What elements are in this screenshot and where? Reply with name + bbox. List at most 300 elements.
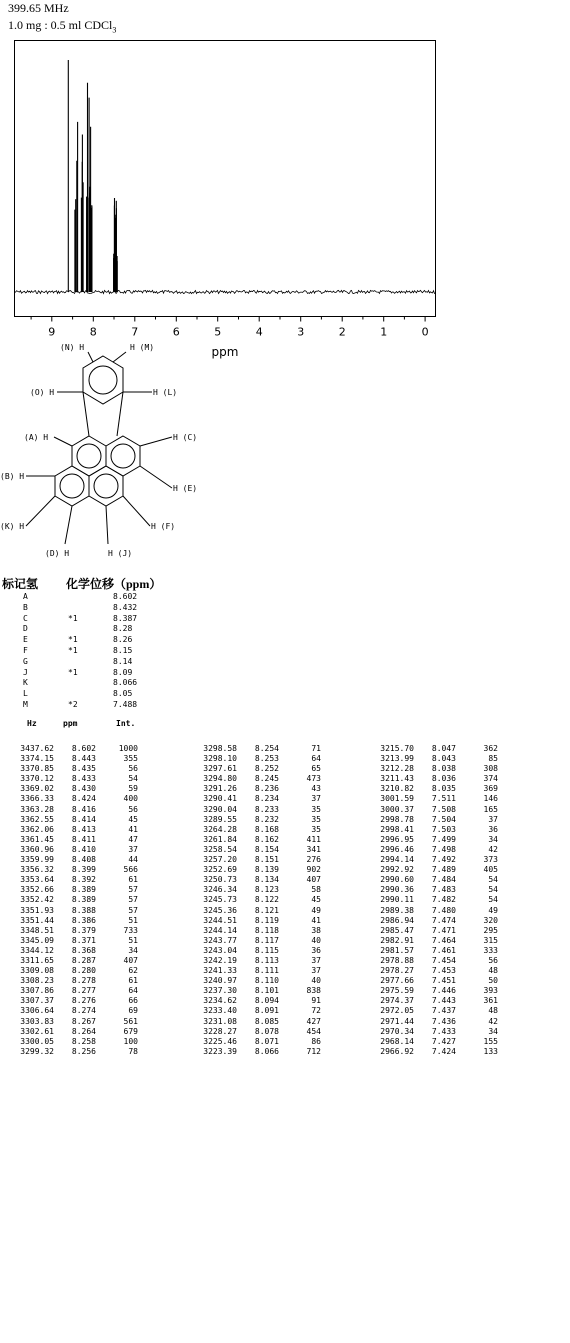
peak-hz: 3351.93 [20,905,54,915]
peak-intensity: 54 [488,875,498,885]
peak-intensity: 54 [488,895,498,905]
peak-hz: 3298.58 [203,744,237,753]
peak-hz: 3370.12 [20,774,54,784]
peak-ppm: 7.471 [431,925,456,935]
peak-hz: 3307.37 [20,996,54,1006]
peak-intensity: 405 [483,865,498,875]
peak-intensity: 72 [311,1006,321,1016]
peak-ppm: 7.461 [431,945,456,955]
peak-ppm: 8.113 [254,955,279,965]
peak-ppm: 8.232 [254,814,279,824]
peak-row [374,895,500,905]
peak-hz: 3212.28 [380,764,414,774]
peak-hz: 3245.73 [203,895,237,905]
peak-intensity: 341 [306,844,321,854]
peak-hz: 3258.54 [203,844,237,854]
peak-intensity: 51 [128,935,138,945]
peak-hz: 3264.28 [203,824,237,834]
x-tick-label: 1 [380,325,388,339]
peak-hz: 2989.38 [380,905,414,915]
peak-intensity: 54 [128,774,138,784]
peak-ppm: 8.043 [431,754,456,764]
peak-intensity: 133 [483,1046,498,1056]
assignment-shift: 8.26 [113,635,133,645]
assignment-row [14,678,153,689]
peak-intensity: 38 [311,925,321,935]
peak-hz: 3237.30 [203,986,237,996]
peak-hz: 3294.80 [203,774,237,784]
peak-hz: 2978.88 [380,955,414,965]
peak-intensity: 165 [483,804,498,814]
peak-intensity: 34 [488,1026,498,1036]
peak-ppm: 8.091 [254,1006,279,1016]
unit-hz: Hz [27,719,37,728]
peak-row [197,966,323,976]
peak-ppm: 8.118 [254,925,279,935]
peak-hz: 3291.26 [203,784,237,794]
peak-intensity: 41 [128,824,138,834]
assignment-label: K [23,678,28,688]
peak-hz: 2970.34 [380,1026,414,1036]
peak-hz: 3300.05 [20,1036,54,1046]
peak-intensity: 320 [483,915,498,925]
peak-row [14,1017,140,1027]
peak-hz: 3252.69 [203,865,237,875]
peak-intensity: 369 [483,784,498,794]
peak-intensity: 85 [488,754,498,764]
x-tick-label: 6 [172,325,180,339]
peak-ppm: 8.443 [71,754,96,764]
peak-ppm: 8.433 [71,774,96,784]
peak-ppm: 8.277 [71,986,96,996]
peak-hz: 3345.09 [20,935,54,945]
peak-intensity: 54 [488,885,498,895]
peak-intensity: 69 [128,1006,138,1016]
label-o: (O) H [30,388,55,397]
peak-ppm: 8.123 [254,885,279,895]
peak-ppm: 8.386 [71,915,96,925]
peak-intensity: 41 [311,915,321,925]
peak-row [14,946,140,956]
peak-intensity: 146 [483,794,498,804]
peak-intensity: 57 [128,895,138,905]
assignment-note: *1 [68,667,78,677]
peak-row [197,865,323,875]
peak-ppm: 7.489 [431,865,456,875]
peak-row [14,845,140,855]
peak-ppm: 7.437 [431,1006,456,1016]
peak-ppm: 8.036 [431,774,456,784]
peak-row [374,1017,500,1027]
peak-ppm: 8.416 [71,804,96,814]
peak-hz: 3344.12 [20,945,54,955]
peak-hz: 3363.28 [20,804,54,814]
peak-hz: 3213.99 [380,754,414,764]
peak-ppm: 7.464 [431,935,456,945]
peak-row [374,754,500,764]
peak-intensity: 50 [488,976,498,986]
peak-row [374,986,500,996]
peak-ppm: 8.162 [254,834,279,844]
label-b: (B) H [0,472,25,481]
peak-intensity: 37 [311,794,321,804]
peak-hz: 3298.10 [203,754,237,764]
peak-intensity: 43 [311,784,321,794]
peak-row [197,996,323,1006]
peak-hz: 2990.60 [380,875,414,885]
peak-intensity: 65 [311,764,321,774]
peak-intensity: 566 [123,865,138,875]
assignment-header-label: 标记氢 [2,577,39,591]
peak-row [197,815,323,825]
peak-hz: 3244.51 [203,915,237,925]
assignment-shift: 8.432 [113,602,138,612]
peak-row [197,906,323,916]
peak-hz: 3359.99 [20,855,54,865]
peak-intensity: 48 [488,1006,498,1016]
peak-ppm: 8.168 [254,824,279,834]
peak-intensity: 400 [123,794,138,804]
label-c: H (C) [173,433,198,442]
peak-row [14,956,140,966]
peak-intensity: 40 [311,976,321,986]
peak-ppm: 8.254 [254,744,279,753]
peak-ppm: 8.371 [71,935,96,945]
peak-hz: 3308.23 [20,976,54,986]
peak-hz: 3303.83 [20,1016,54,1026]
label-d: (D) H [45,549,70,558]
assignment-label: M [23,699,28,709]
peak-ppm: 8.233 [254,804,279,814]
peak-row [14,936,140,946]
peak-row [374,956,500,966]
peak-ppm: 8.424 [71,794,96,804]
assignment-note [68,678,113,689]
peak-ppm: 8.430 [71,784,96,794]
peak-row [197,946,323,956]
peak-ppm: 8.258 [71,1036,96,1046]
assignment-label: E [23,635,28,645]
peak-ppm: 8.253 [254,754,279,764]
peak-ppm: 8.121 [254,905,279,915]
assignment-note [68,592,113,603]
assignment-row [14,689,153,700]
x-tick-label: 7 [131,325,139,339]
peak-list-column-3 [374,744,500,1057]
peak-ppm: 8.110 [254,976,279,986]
peak-hz: 2996.95 [380,834,414,844]
peak-ppm: 8.139 [254,865,279,875]
peak-ppm: 8.035 [431,784,456,794]
peak-hz: 3352.42 [20,895,54,905]
assignment-row [14,624,153,635]
peak-hz: 3306.64 [20,1006,54,1016]
x-tick-label: 5 [214,325,222,339]
peak-intensity: 355 [123,754,138,764]
peak-hz: 3225.46 [203,1036,237,1046]
bond-h-a [54,437,72,446]
peak-ppm: 8.252 [254,764,279,774]
peak-ppm: 8.071 [254,1036,279,1046]
peak-ppm: 7.480 [431,905,456,915]
ring-lower-left-aromatic [60,474,84,498]
peak-intensity: 42 [488,844,498,854]
peak-intensity: 61 [128,875,138,885]
peak-row [14,1047,140,1057]
peak-ppm: 7.484 [431,875,456,885]
peak-ppm: 8.435 [71,764,96,774]
peak-hz: 3299.32 [20,1046,54,1056]
sample-text: 1.0 mg : 0.5 ml CDCl [8,18,113,32]
peak-row [14,986,140,996]
peak-hz: 3261.84 [203,834,237,844]
peak-row [14,794,140,804]
peak-ppm: 7.499 [431,834,456,844]
peak-intensity: 37 [128,844,138,854]
peak-hz: 2994.14 [380,855,414,865]
assignment-shift: 8.066 [113,678,138,688]
peak-hz: 2992.92 [380,865,414,875]
assignment-row [14,635,153,646]
peak-row [14,784,140,794]
peak-intensity: 473 [306,774,321,784]
peak-intensity: 91 [311,996,321,1006]
peak-row [14,855,140,865]
peak-hz: 3215.70 [380,744,414,753]
peak-hz: 3437.62 [20,744,54,753]
peak-ppm: 7.511 [431,794,456,804]
peak-ppm: 7.446 [431,986,456,996]
peak-ppm: 8.368 [71,945,96,955]
bond-5ring-left [83,392,89,436]
assignment-shift: 8.15 [113,645,133,655]
peak-intensity: 40 [311,935,321,945]
peak-row [197,784,323,794]
peak-row [197,916,323,926]
peak-row [197,926,323,936]
peak-row [374,744,500,754]
spectrometer-frequency: 399.65 MHz [8,1,69,15]
peak-ppm: 8.038 [431,764,456,774]
peak-ppm: 8.111 [254,966,279,976]
peak-intensity: 902 [306,865,321,875]
peak-hz: 3001.59 [380,794,414,804]
peak-ppm: 8.389 [71,895,96,905]
peak-hz: 2974.37 [380,996,414,1006]
assignment-label: C [23,613,28,623]
peak-row [14,885,140,895]
peak-row [374,815,500,825]
peak-intensity: 59 [128,784,138,794]
peak-row [374,926,500,936]
peak-hz: 3223.39 [203,1046,237,1056]
peak-row [14,764,140,774]
label-j: H (J) [108,549,133,558]
peak-hz: 3000.37 [380,804,414,814]
peak-hz: 2982.91 [380,935,414,945]
peak-row [374,845,500,855]
peak-intensity: 411 [306,834,321,844]
peak-ppm: 8.122 [254,895,279,905]
assignment-shift: 7.488 [113,699,138,709]
peak-row [197,855,323,865]
peak-hz: 2977.66 [380,976,414,986]
peak-intensity: 37 [488,814,498,824]
peak-hz: 3353.64 [20,875,54,885]
nmr-spectrum-chart [0,36,450,366]
peak-intensity: 333 [483,945,498,955]
peak-row [374,916,500,926]
peak-ppm: 7.454 [431,955,456,965]
peak-intensity: 44 [128,855,138,865]
peak-hz: 3233.40 [203,1006,237,1016]
peak-row [14,916,140,926]
peak-ppm: 8.047 [431,744,456,753]
peak-row [14,976,140,986]
peak-intensity: 57 [128,885,138,895]
peak-row [14,805,140,815]
assignment-note [68,689,113,700]
peak-row [374,996,500,1006]
peak-row [14,926,140,936]
peak-ppm: 8.414 [71,814,96,824]
peak-intensity: 315 [483,935,498,945]
ring-upper-left-aromatic [77,444,101,468]
peak-row [14,966,140,976]
peak-hz: 3250.73 [203,875,237,885]
peak-hz: 3243.77 [203,935,237,945]
assignment-note: *1 [68,645,78,655]
peak-row [14,825,140,835]
peak-ppm: 8.274 [71,1006,96,1016]
peak-hz: 3243.04 [203,945,237,955]
peak-intensity: 308 [483,764,498,774]
peak-ppm: 8.413 [71,824,96,834]
peak-row [197,1027,323,1037]
peak-ppm: 8.602 [71,744,96,753]
peak-ppm: 8.151 [254,855,279,865]
peak-intensity: 712 [306,1046,321,1056]
peak-row [197,845,323,855]
peak-intensity: 35 [311,824,321,834]
peak-intensity: 45 [128,814,138,824]
assignment-row [14,614,153,625]
peak-row [197,936,323,946]
peak-row [197,825,323,835]
peak-hz: 2981.57 [380,945,414,955]
peak-row [197,1037,323,1047]
peak-row [197,835,323,845]
peak-row [374,835,500,845]
peak-row [374,1006,500,1016]
assignment-label: L [23,689,28,699]
assignment-label: J [23,667,28,677]
peak-intensity: 34 [488,834,498,844]
bond-h-d [65,506,72,544]
peak-row [197,986,323,996]
assignment-shift: 8.05 [113,689,133,699]
assignment-note: *2 [68,699,78,709]
peak-hz: 3356.32 [20,865,54,875]
label-a: (A) H [24,433,49,442]
peak-hz: 3297.61 [203,764,237,774]
peak-intensity: 454 [306,1026,321,1036]
assignment-header-shift: 化学位移（ppm） [66,577,162,591]
peak-ppm: 7.492 [431,855,456,865]
assignment-shift: 8.14 [113,656,133,666]
peak-intensity: 362 [483,744,498,753]
peak-hz: 2996.46 [380,844,414,854]
peak-row [374,1037,500,1047]
bond-h-k [26,496,55,526]
peak-intensity: 86 [311,1036,321,1046]
peak-row [374,1027,500,1037]
peak-intensity: 64 [128,986,138,996]
assignment-table [14,592,153,711]
peak-hz: 3244.14 [203,925,237,935]
peak-hz: 3257.20 [203,855,237,865]
peak-intensity: 361 [483,996,498,1006]
peak-intensity: 679 [123,1026,138,1036]
peak-ppm: 8.276 [71,996,96,1006]
peak-intensity: 407 [123,955,138,965]
peak-row [374,1047,500,1057]
peak-row [374,774,500,784]
peak-ppm: 7.482 [431,895,456,905]
peak-intensity: 373 [483,855,498,865]
peak-intensity: 47 [128,834,138,844]
peak-row [197,805,323,815]
x-tick-label: 9 [48,325,56,339]
peak-intensity: 78 [128,1046,138,1056]
peak-ppm: 8.410 [71,844,96,854]
assignment-row [14,592,153,603]
peak-ppm: 8.280 [71,966,96,976]
peak-hz: 2998.78 [380,814,414,824]
peak-intensity: 42 [488,1016,498,1026]
peak-ppm: 8.066 [254,1046,279,1056]
label-l: H (L) [153,388,178,397]
spectrum-trace [15,60,436,294]
bond-5ring-right [117,392,123,436]
assignment-row [14,603,153,614]
peak-ppm: 7.436 [431,1016,456,1026]
peak-hz: 2972.05 [380,1006,414,1016]
label-e: H (E) [173,484,198,493]
peak-row [14,815,140,825]
peak-ppm: 7.427 [431,1036,456,1046]
peak-row [197,1047,323,1057]
peak-intensity: 49 [488,905,498,915]
assignment-label: D [23,624,28,634]
peak-intensity: 56 [128,764,138,774]
peak-intensity: 66 [128,996,138,1006]
peak-row [374,805,500,815]
peak-hz: 3241.33 [203,966,237,976]
bond-h-n [88,352,93,362]
peak-hz: 3366.33 [20,794,54,804]
peak-hz: 2998.41 [380,824,414,834]
assignment-note [68,657,113,668]
peak-hz: 2975.59 [380,986,414,996]
peak-ppm: 8.117 [254,935,279,945]
peak-ppm: 7.453 [431,966,456,976]
peak-row [374,865,500,875]
peak-ppm: 8.287 [71,955,96,965]
peak-hz: 3352.66 [20,885,54,895]
peak-row [197,794,323,804]
sample-subscript: 3 [112,25,117,35]
